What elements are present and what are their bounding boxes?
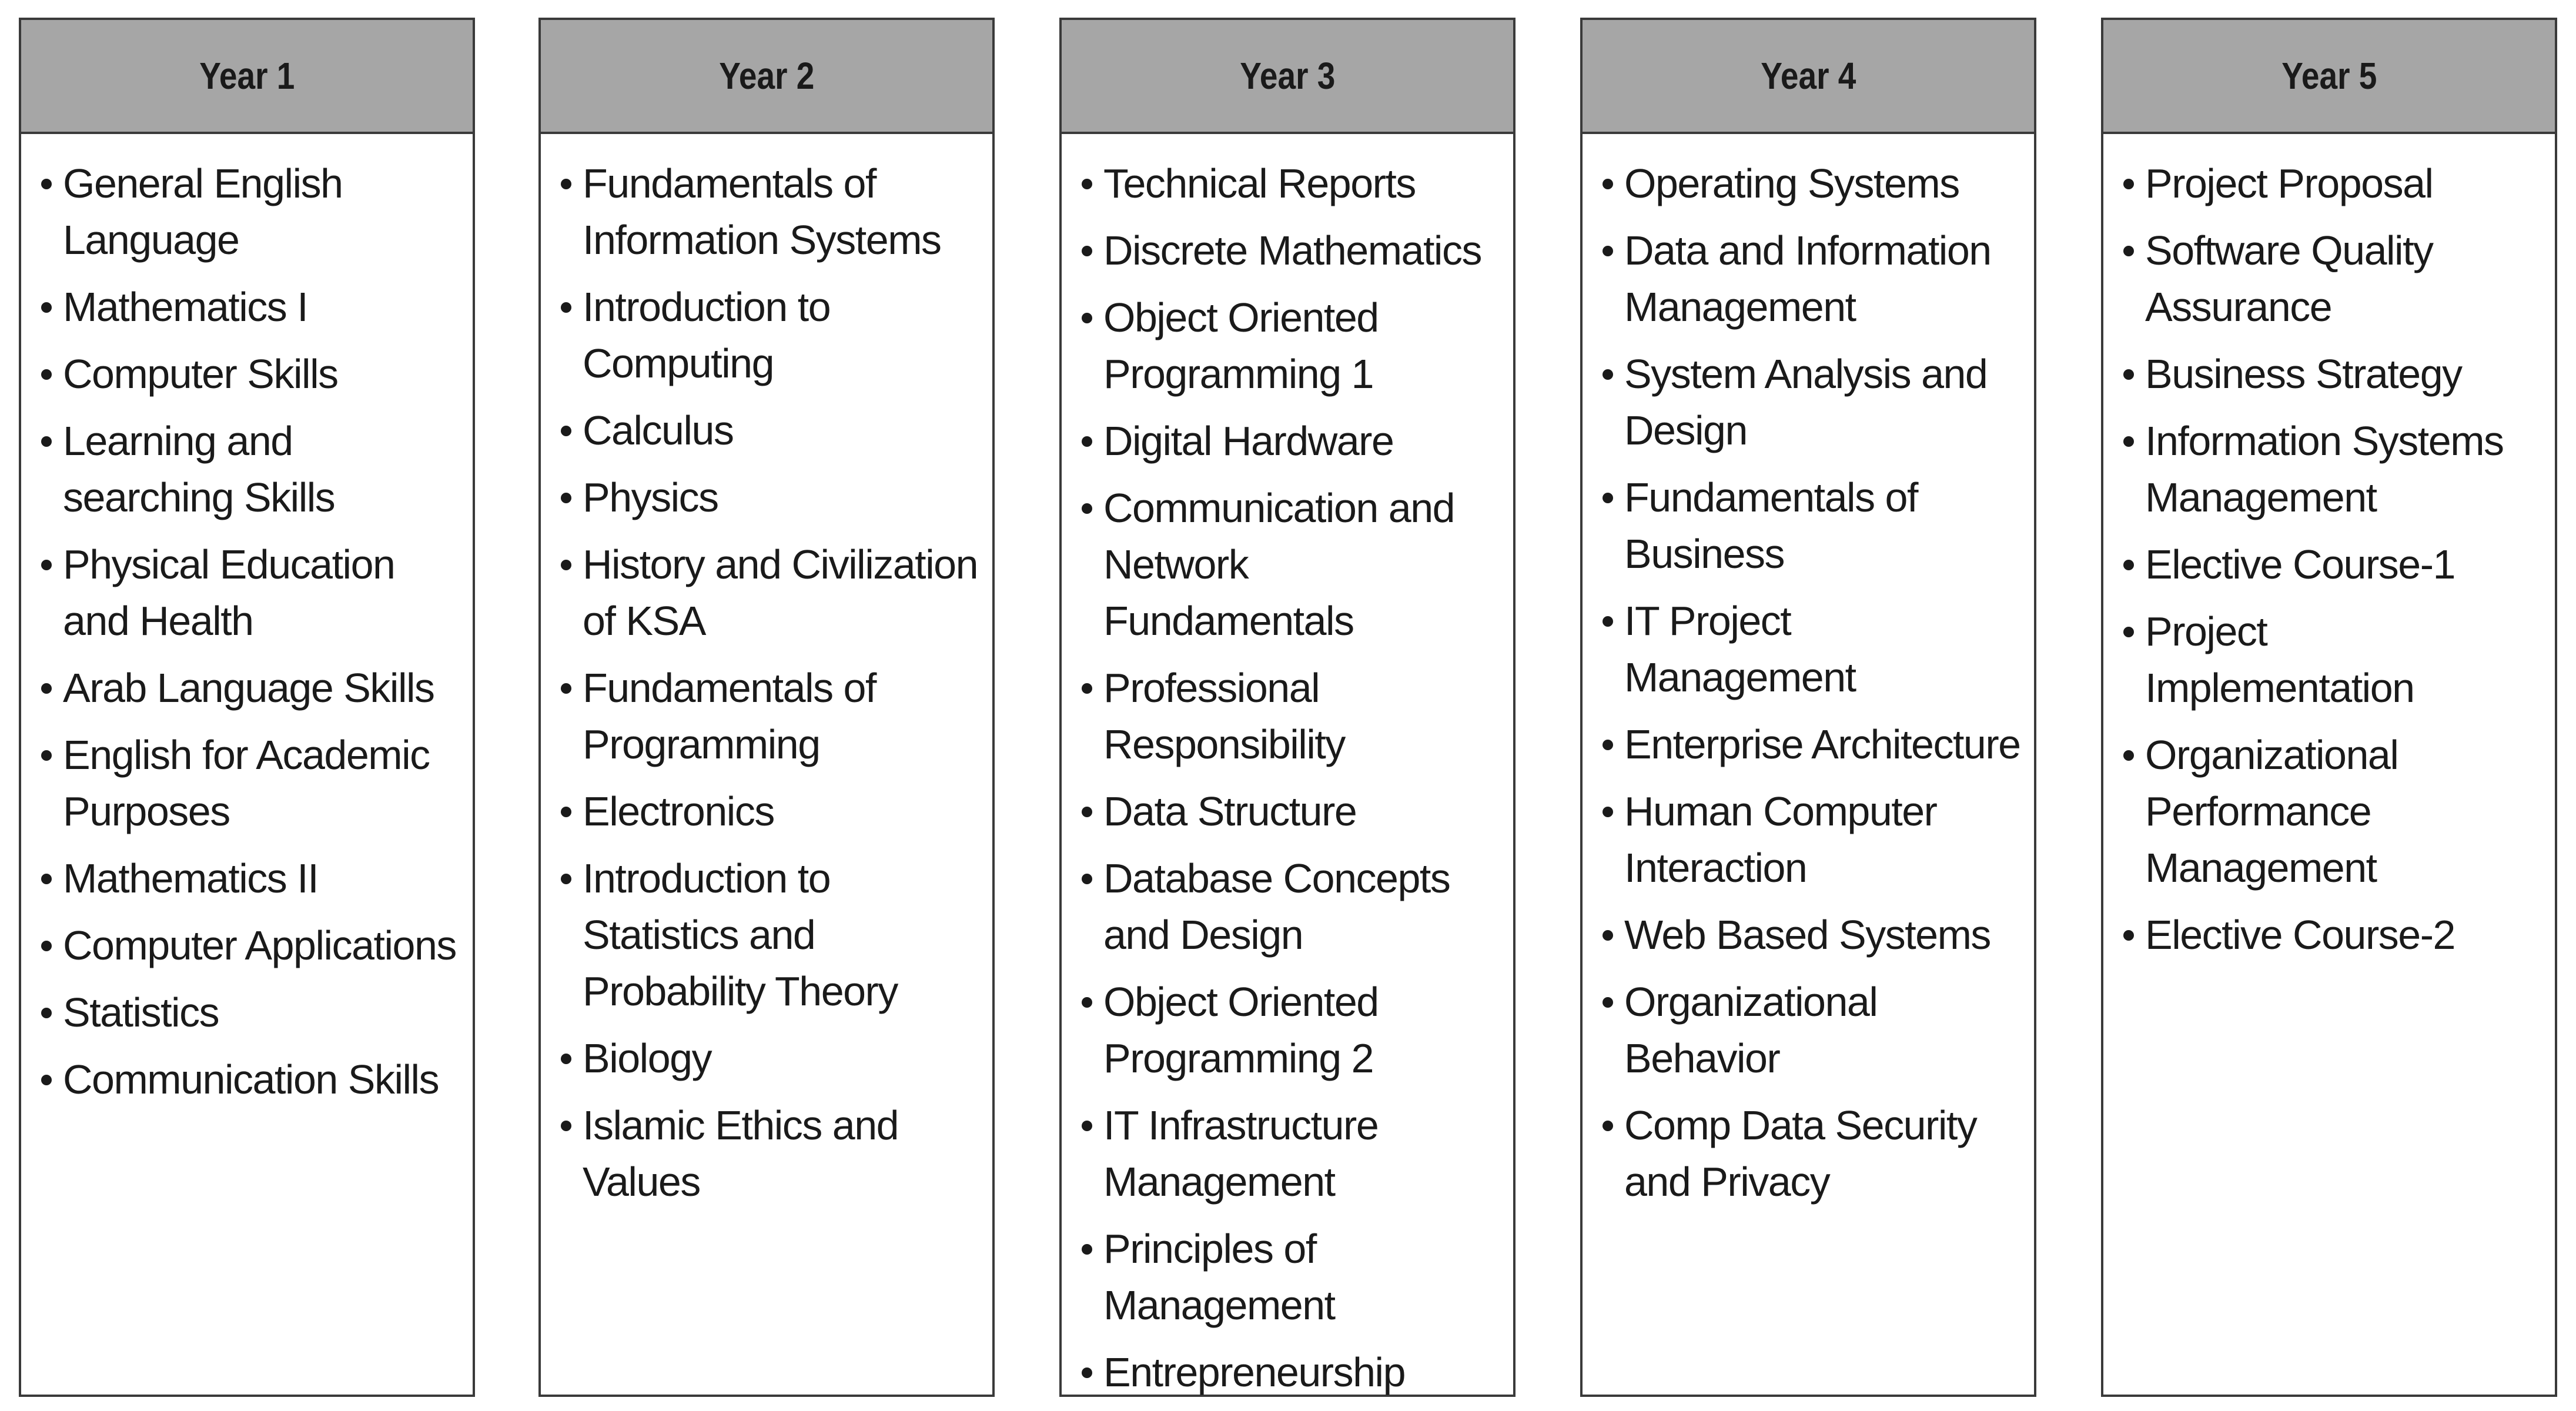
year-2-header — [541, 20, 992, 134]
course-item: Database Concepts and Design — [1082, 850, 1501, 963]
year-1-title: Year 1 — [199, 55, 295, 97]
course-item: Arab Language Skills — [41, 660, 461, 716]
course-item: Principles of Management — [1082, 1221, 1501, 1333]
course-item: Introduction to Statistics and Probability Theory — [561, 850, 981, 1019]
course-item: Islamic Ethics and Values — [561, 1097, 981, 1210]
course-item: Professional Responsibility — [1082, 660, 1501, 773]
course-item: History and Civilization of KSA — [561, 536, 981, 649]
course-item: Fundamentals of Programming — [561, 660, 981, 773]
course-item: Entrepreneurship — [1082, 1344, 1501, 1400]
year-5-course-list — [2103, 134, 2555, 963]
year-1-course-list — [21, 134, 473, 1108]
course-item: Mathematics II — [41, 850, 461, 907]
year-2-title: Year 2 — [718, 55, 815, 97]
course-item: Fundamentals of Business — [1603, 469, 2022, 582]
course-item: IT Project Management — [1603, 593, 2022, 706]
course-item: Elective Course-1 — [2123, 536, 2543, 593]
course-item: Fundamentals of Information Systems — [561, 155, 981, 268]
course-item: Human Computer Interaction — [1603, 783, 2022, 896]
course-item: Information Systems Management — [2123, 413, 2543, 526]
year-5-column — [2101, 18, 2557, 1397]
year-3-header — [1062, 20, 1513, 134]
course-item: General English Language — [41, 155, 461, 268]
course-item: Elective Course-2 — [2123, 907, 2543, 963]
course-item: Organizational Behavior — [1603, 974, 2022, 1086]
course-item: Mathematics I — [41, 279, 461, 335]
course-item: Project Implementation — [2123, 603, 2543, 716]
year-2-column — [538, 18, 995, 1397]
course-item: English for Academic Purposes — [41, 727, 461, 840]
course-item: Data and Information Management — [1603, 222, 2022, 335]
course-item: Object Oriented Programming 1 — [1082, 289, 1501, 402]
course-item: Software Quality Assurance — [2123, 222, 2543, 335]
year-3-course-list — [1062, 134, 1513, 1400]
year-4-header — [1583, 20, 2034, 134]
course-item: Introduction to Computing — [561, 279, 981, 392]
course-item: System Analysis and Design — [1603, 346, 2022, 459]
course-item: Statistics — [41, 984, 461, 1041]
course-item: Web Based Systems — [1603, 907, 2022, 963]
course-item: Discrete Mathematics — [1082, 222, 1501, 279]
course-item: Computer Applications — [41, 917, 461, 974]
course-item: Computer Skills — [41, 346, 461, 402]
year-4-column — [1580, 18, 2036, 1397]
year-2-course-list — [541, 134, 992, 1210]
course-item: Communication and Network Fundamentals — [1082, 480, 1501, 649]
course-item: Organizational Performance Management — [2123, 727, 2543, 896]
year-1-header — [21, 20, 473, 134]
course-item: Communication Skills — [41, 1051, 461, 1108]
year-5-header — [2103, 20, 2555, 134]
year-3-title: Year 3 — [1239, 55, 1336, 97]
course-item: IT Infrastructure Management — [1082, 1097, 1501, 1210]
course-item: Learning and searching Skills — [41, 413, 461, 526]
course-item: Business Strategy — [2123, 346, 2543, 402]
course-item: Electronics — [561, 783, 981, 840]
year-4-course-list — [1583, 134, 2034, 1210]
course-item: Physics — [561, 469, 981, 526]
course-item: Calculus — [561, 402, 981, 459]
course-item: Enterprise Architecture — [1603, 716, 2022, 773]
year-1-column — [19, 18, 475, 1397]
course-item: Project Proposal — [2123, 155, 2543, 212]
year-5-title: Year 5 — [2281, 55, 2377, 97]
year-4-title: Year 4 — [1760, 55, 1856, 97]
course-item: Comp Data Security and Privacy — [1603, 1097, 2022, 1210]
course-item: Digital Hardware — [1082, 413, 1501, 469]
course-item: Physical Education and Health — [41, 536, 461, 649]
course-item: Biology — [561, 1030, 981, 1086]
course-item: Data Structure — [1082, 783, 1501, 840]
course-item: Object Oriented Programming 2 — [1082, 974, 1501, 1086]
course-item: Technical Reports — [1082, 155, 1501, 212]
year-3-column — [1059, 18, 1516, 1397]
course-item: Operating Systems — [1603, 155, 2022, 212]
